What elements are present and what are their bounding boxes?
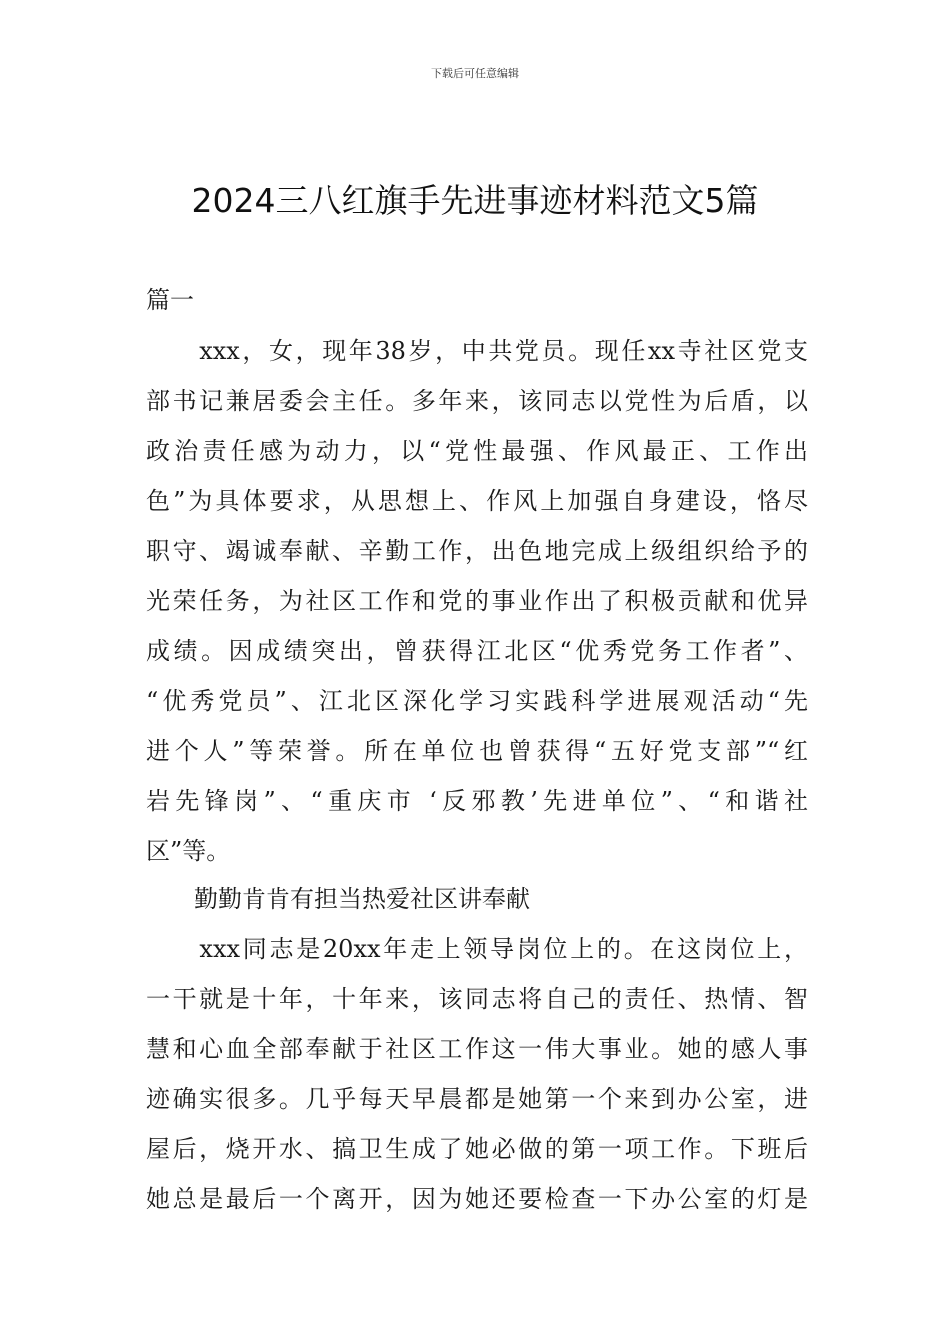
paragraph-2-line: 她总是最后一个离开，因为她还要检查一下办公室的灯是 bbox=[146, 1185, 808, 1213]
paragraph-1-line: xxx，女，现年38岁，中共党员。现任xx寺社区党支 bbox=[146, 337, 808, 365]
paragraph-2-line: xxx同志是20xx年走上领导岗位上的。在这岗位上， bbox=[146, 935, 808, 963]
page-header-note: 下载后可任意编辑 bbox=[431, 67, 519, 80]
paragraph-1-line: 部书记兼居委会主任。多年来，该同志以党性为后盾，以 bbox=[146, 387, 808, 415]
paragraph-1 bbox=[146, 326, 808, 876]
paragraph-2 bbox=[146, 924, 808, 1224]
paragraph-1-line: 成绩。因成绩突出，曾获得江北区“优秀党务工作者”、 bbox=[146, 637, 808, 665]
paragraph-1-line: 进个人”等荣誉。所在单位也曾获得“五好党支部”“红 bbox=[146, 737, 808, 765]
paragraph-2-line: 慧和心血全部奉献于社区工作这一伟大事业。她的感人事 bbox=[146, 1035, 808, 1063]
paragraph-2-line: 屋后，烧开水、搞卫生成了她必做的第一项工作。下班后 bbox=[146, 1135, 808, 1163]
document-title: 2024三八红旗手先进事迹材料范文5篇 bbox=[191, 181, 759, 220]
paragraph-2-body bbox=[146, 924, 808, 1224]
paragraph-2-line: 迹确实很多。几乎每天早晨都是她第一个来到办公室，进 bbox=[146, 1085, 808, 1113]
paragraph-1-line: 色”为具体要求，从思想上、作风上加强自身建设，恪尽 bbox=[146, 487, 808, 515]
section-heading: 篇一 bbox=[146, 286, 194, 314]
subheading: 勤勤肯肯有担当热爱社区讲奉献 bbox=[146, 885, 530, 913]
paragraph-1-line: 政治责任感为动力，以“党性最强、作风最正、工作出 bbox=[146, 437, 808, 465]
paragraph-1-line: 区”等。 bbox=[146, 837, 231, 865]
paragraph-2-line: 一干就是十年，十年来，该同志将自己的责任、热情、智 bbox=[146, 985, 808, 1013]
paragraph-1-line: 职守、竭诚奉献、辛勤工作，出色地完成上级组织给予的 bbox=[146, 537, 808, 565]
paragraph-1-line: 光荣任务，为社区工作和党的事业作出了积极贡献和优异 bbox=[146, 587, 808, 615]
paragraph-1-line: 岩先锋岗”、“重庆市 ‘反邪教’先进单位”、“和谐社 bbox=[146, 787, 808, 815]
paragraph-1-body bbox=[146, 326, 808, 876]
paragraph-1-line: “优秀党员”、江北区深化学习实践科学进展观活动“先 bbox=[146, 687, 808, 715]
